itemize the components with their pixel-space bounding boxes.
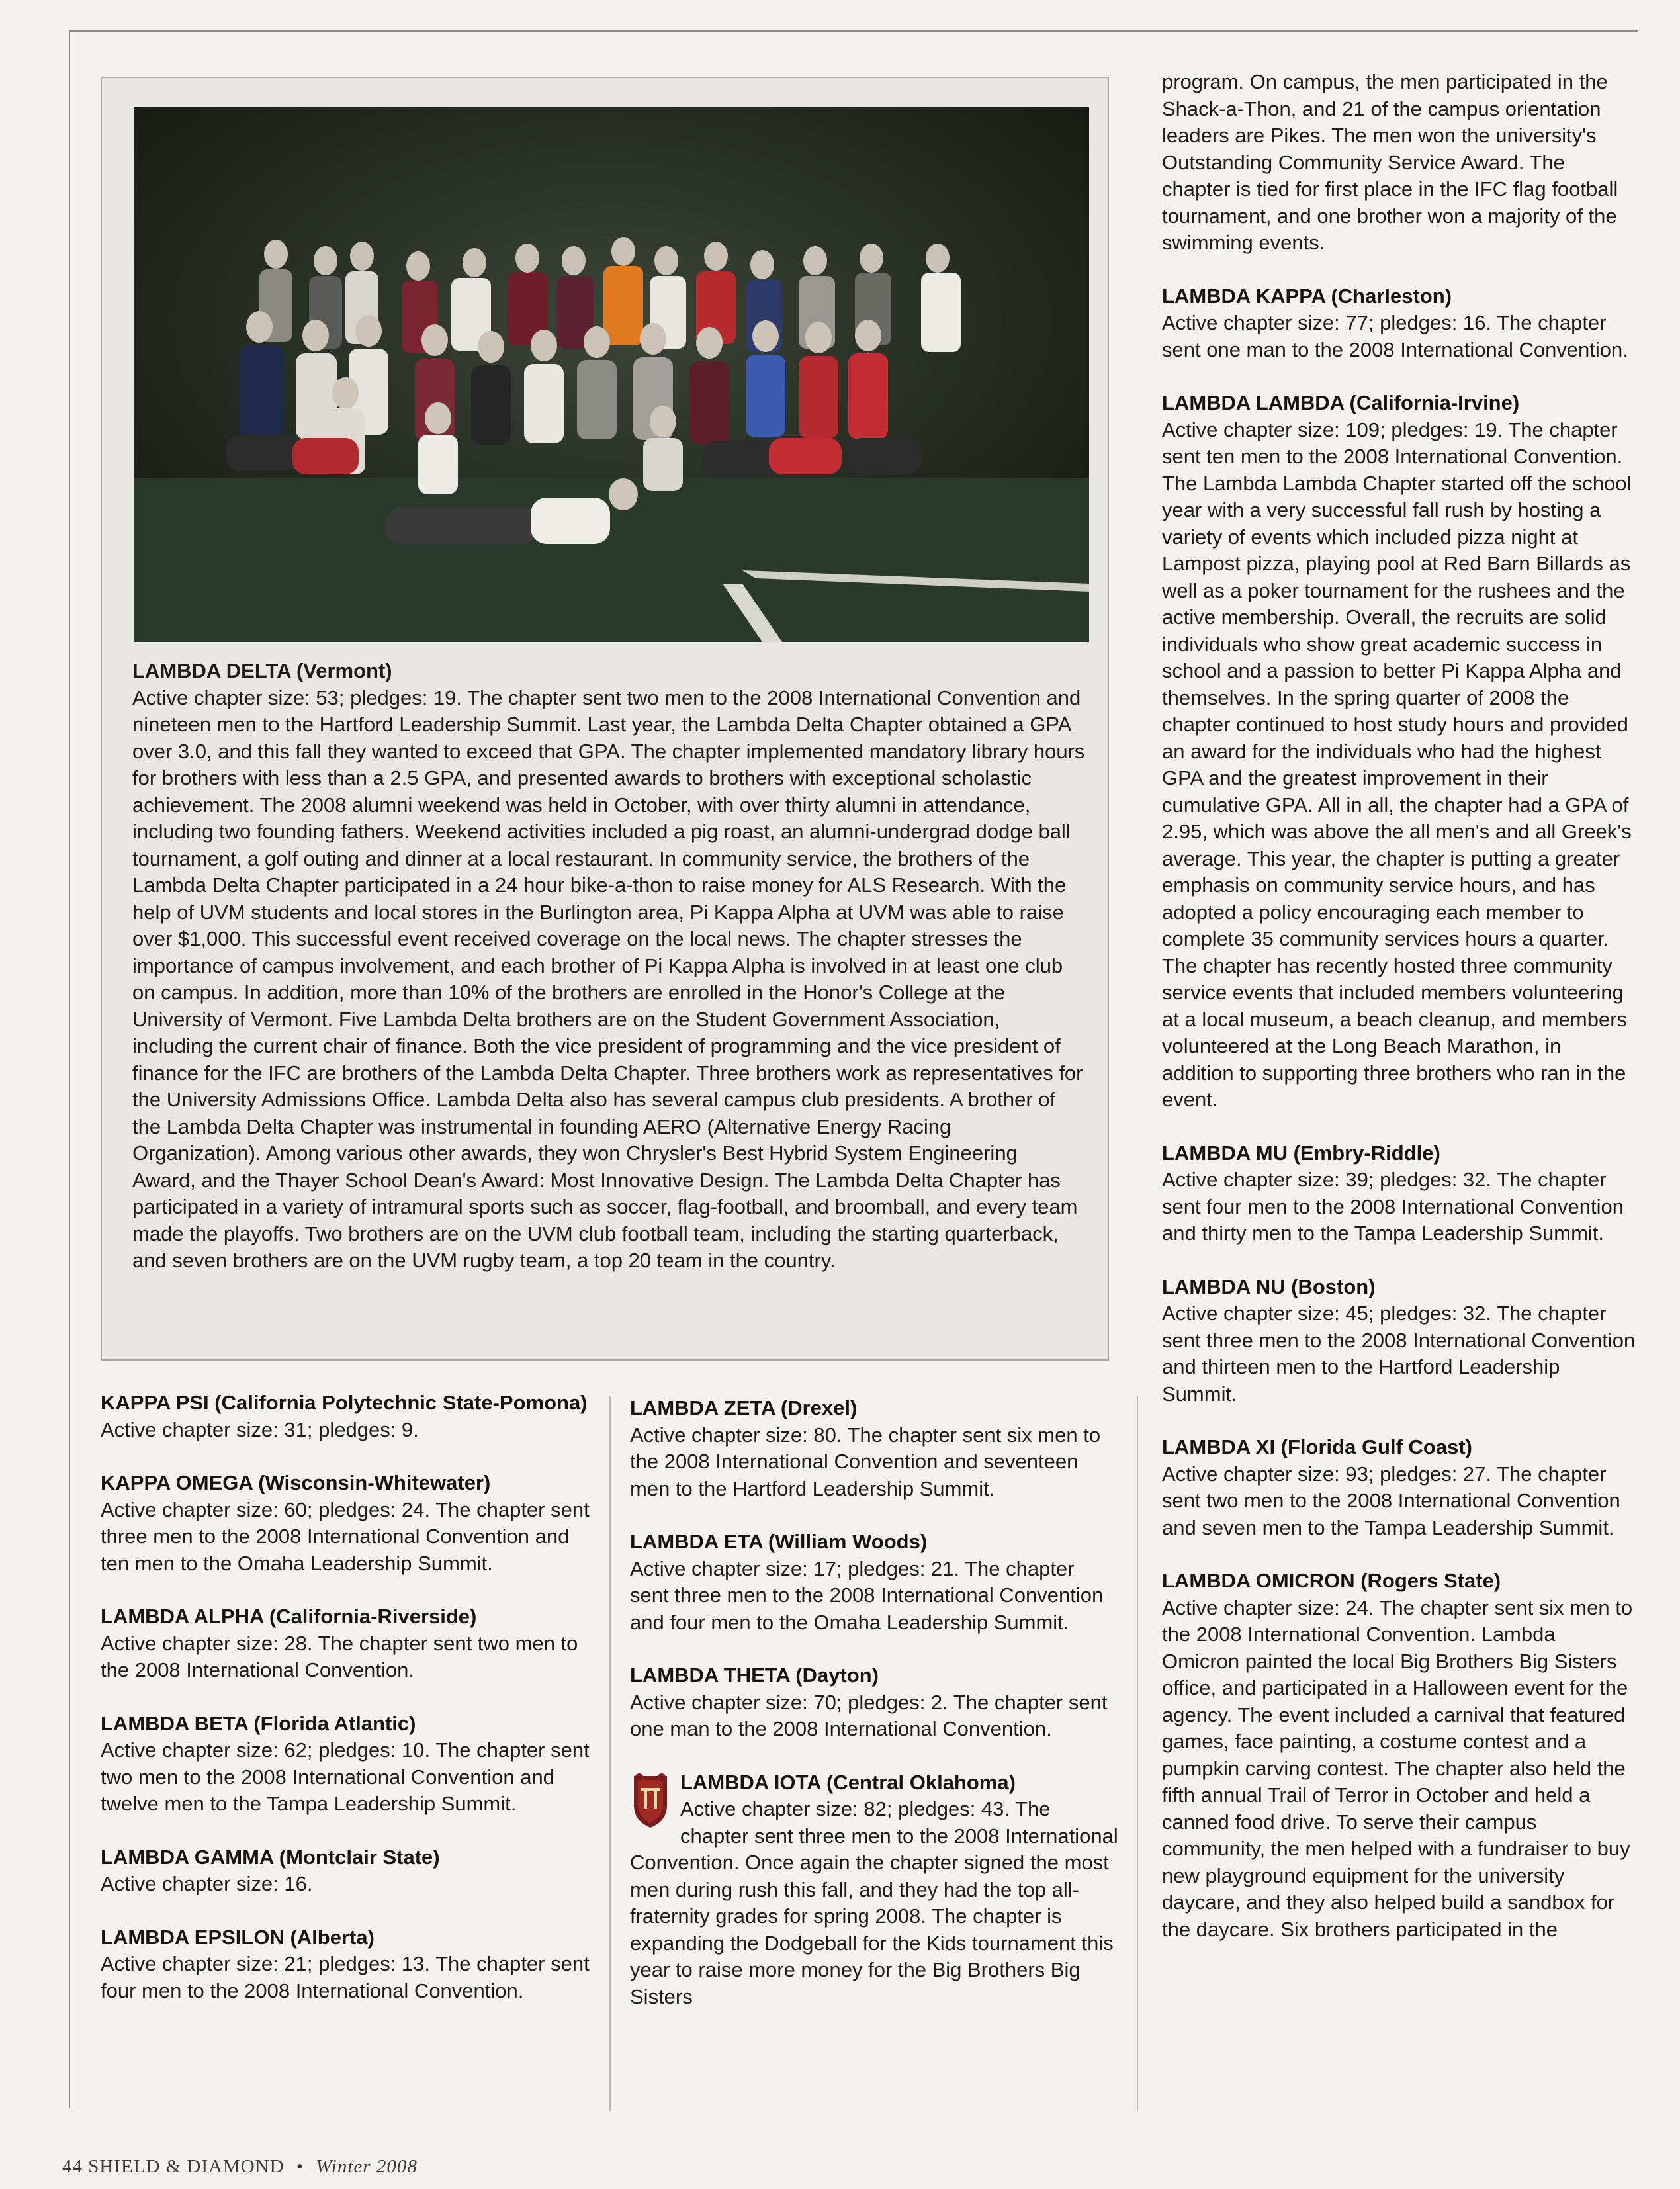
chapter-entry [101, 1603, 590, 1684]
chapter-entry [630, 1529, 1118, 1636]
chapter-body: Active chapter size: 39; pledges: 32. The chapter sent four men to the 2008 International Convention and thirty men to the Tampa Leadership Summit. [1162, 1168, 1624, 1245]
issue-label: Winter 2008 [316, 2156, 418, 2177]
chapter-body: Active chapter size: 17; pledges: 21. The chapter sent three men to the 2008 International Convention and four men to the Omaha Leadership Summit. [630, 1556, 1104, 1634]
top-rule [69, 30, 1638, 32]
chapter-heading: KAPPA PSI (California Polytechnic State-Pomona) [101, 1391, 588, 1414]
feature-body: Active chapter size: 53; pledges: 19. The chapter sent two men to the 2008 International Convention and nineteen men to the Hartford Leadership Summit. Last year, the Lambda Delta Chapter obtained a GPA over 3.0, and this fall they wanted to exceed that GPA. The chapter implemented mandatory library hours for brothers with less than a 2.5 GPA, and presented awards to brothers with exceptional scholastic achievement. The 2008 alumni weekend was held in October, with over thirty alumni in attendance, including two founding fathers. Weekend activities included a pig roast, an alumni-undergrad dodge ball tournament, a golf outing and dinner at a local restaurant. In community service, the brothers of the Lambda Delta Chapter participated in a 24 hour bike-a-thon to raise money for ALS Research. With the help of UVM students and local stores in the Burlington area, Pi Kappa Alpha at UVM was able to raise over $1,000. This successful event received coverage on the local news. The chapter stresses the importance of campus involvement, and each brother of Pi Kappa Alpha is involved in at least one club on campus. In addition, more than 10% of the brothers are enrolled in the Honor's College at the University of Vermont. Five Lambda Delta brothers are on the Student Government Association, including the current chair of finance. Both the vice president of programming and the vice president of finance for the IFC are brothers of the Lambda Delta Chapter. Three brothers work as representatives for the University Admissions Office. Lambda Delta also has several campus club presidents. A brother of the Lambda Delta Chapter was instrumental in founding AERO (Alternative Energy Racing Organization). Among various other awards, they won Chrysler's Best Hybrid System Engineering Award, and the Thayer School Dean's Award: Most Innovative Design. The Lambda Delta Chapter has participated in a variety of intramural sports such as soccer, flag-football, and broomball, and every team made the playoffs. Two brothers are on the UVM club football team, including the starting quarterback, and seven brothers are on the UVM rugby team, a top 20 team in the country. [132, 686, 1085, 1272]
chapter-heading: LAMBDA MU (Embry-Riddle) [1162, 1141, 1440, 1165]
chapter-entry [101, 1844, 590, 1898]
chapter-entry [1162, 1434, 1638, 1541]
chapter-entry [1162, 390, 1638, 1114]
chapter-body: Active chapter size: 70; pledges: 2. The chapter sent one man to the 2008 International Convention. [630, 1690, 1108, 1740]
feature-article [101, 77, 1109, 1361]
column-2 [630, 1395, 1118, 2037]
feature-article-text [132, 658, 1085, 1274]
chapter-entry [1162, 1140, 1638, 1247]
continued-text [1162, 69, 1638, 257]
chapter-entry-iota [630, 1769, 1118, 2011]
left-rule [69, 30, 70, 2108]
footer-separator: • [296, 2156, 304, 2177]
group-photo [134, 107, 1089, 642]
chapter-entry [1162, 283, 1638, 364]
chapter-body: Active chapter size: 60; pledges: 24. The chapter sent three men to the 2008 International Convention and ten men to the Omaha Leadership Summit. [101, 1497, 590, 1575]
chapter-entry [1162, 1274, 1638, 1408]
chapter-heading: LAMBDA XI (Florida Gulf Coast) [1162, 1435, 1472, 1458]
chapter-body: Active chapter size: 31; pledges: 9. [101, 1417, 419, 1441]
chapter-body: Active chapter size: 16. [101, 1872, 313, 1895]
page-number: 44 [62, 2156, 83, 2177]
chapter-entry [1162, 1568, 1638, 1943]
chapter-heading: LAMBDA NU (Boston) [1162, 1274, 1376, 1298]
chapter-entry [630, 1662, 1118, 1743]
chapter-heading: LAMBDA OMICRON (Rogers State) [1162, 1569, 1501, 1592]
chapter-body: Active chapter size: 109; pledges: 19. The chapter sent ten men to the 2008 International Convention. The Lambda Lambda Chapter started off the school year with a very successful fall rush by hosting a variety of events which included pizza night at Lampost pizza, playing pool at Red Barn Billards as well as a poker tournament for the rushees and the active membership. Overall, the recruits are solid individuals who show great academic success in school and a passion to better Pi Kappa Alpha and themselves. In the spring quarter of 2008 the chapter continued to host study hours and provided an award for the individuals who had the highest GPA and the greatest improvement in their cumulative GPA. All in all, the chapter had a GPA of 2.95, which was above the all men's and all Greek's average. This year, the chapter is putting a greater emphasis on community service hours, and has adopted a policy encouraging each member to complete 35 community services hours a quarter. The chapter has recently hosted three community service events that included members volunteering at a local museum, a beach cleanup, and members volunteered at the Long Beach Marathon, in addition to supporting three brothers who ran in the event. [1162, 418, 1632, 1111]
chapter-body: Active chapter size: 62; pledges: 10. The chapter sent two men to the 2008 International Convention and twelve men to the Tampa Leadership Summit. [101, 1738, 590, 1815]
chapter-heading: LAMBDA KAPPA (Charleston) [1162, 284, 1452, 308]
chapter-body: Active chapter size: 28. The chapter sent two men to the 2008 International Convention. [101, 1631, 578, 1681]
group-photo-icon [134, 107, 1089, 642]
page-footer [62, 2156, 418, 2178]
chapter-heading: KAPPA OMEGA (Wisconsin-Whitewater) [101, 1471, 491, 1494]
pi-kappa-alpha-crest-icon [630, 1772, 671, 1829]
chapter-body: Active chapter size: 77; pledges: 16. The chapter sent one man to the 2008 International Convention. [1162, 311, 1628, 361]
chapter-entry [101, 1924, 590, 2005]
chapter-body: Active chapter size: 82; pledges: 43. The chapter sent three men to the 2008 International Convention. Once again the chapter signed the most men during rush this fall, and they had the top all-fraternity grades for spring 2008. The chapter is expanding the Dodgeball for the Kids tournament this year to raise more money for the Big Brothers Big Sisters [630, 1797, 1118, 2008]
chapter-heading: LAMBDA IOTA (Central Oklahoma) [680, 1770, 1016, 1794]
column-rule-1 [609, 1396, 611, 2111]
chapter-body-continued: program. On campus, the men participated in the Shack-a-Thon, and 21 of the campus orientation leaders are Pikes. The men won the university's Outstanding Community Service Award. The chapter is tied for first place in the IFC flag football tournament, and one brother won a majority of the swimming events. [1162, 70, 1618, 254]
chapter-heading: LAMBDA BETA (Florida Atlantic) [101, 1711, 416, 1735]
chapter-entry [101, 1390, 590, 1443]
chapter-body: Active chapter size: 21; pledges: 13. The chapter sent four men to the 2008 International Convention. [101, 1952, 590, 2002]
chapter-heading: LAMBDA THETA (Dayton) [630, 1664, 879, 1687]
chapter-heading: LAMBDA GAMMA (Montclair State) [101, 1845, 440, 1869]
chapter-heading: LAMBDA ZETA (Drexel) [630, 1396, 858, 1419]
column-1 [101, 1390, 590, 2031]
magazine-title: SHIELD & DIAMOND [88, 2156, 285, 2177]
chapter-body: Active chapter size: 93; pledges: 27. The chapter sent two men to the 2008 International Convention and seven men to the Tampa Leadership Summit. [1162, 1462, 1620, 1539]
chapter-heading: LAMBDA ALPHA (California-Riverside) [101, 1605, 477, 1628]
chapter-heading: LAMBDA EPSILON (Alberta) [101, 1925, 375, 1949]
chapter-entry [101, 1470, 590, 1577]
chapter-entry [101, 1711, 590, 1818]
column-rule-2 [1137, 1396, 1138, 2111]
chapter-body: Active chapter size: 80. The chapter sent six men to the 2008 International Convention and seventeen men to the Hartford Leadership Summit. [630, 1423, 1101, 1500]
feature-heading: LAMBDA DELTA (Vermont) [132, 659, 392, 682]
chapter-entry [630, 1395, 1118, 1502]
chapter-heading: LAMBDA ETA (William Woods) [630, 1530, 928, 1553]
chapter-body: Active chapter size: 24. The chapter sent six men to the 2008 International Convention. Lambda Omicron painted the local Big Brothers Big Sisters office, and participated in a Halloween event for the agency. The event included a carnival that featured games, face painting, a costume contest and a pumpkin carving contest. The chapter also held the fifth annual Trail of Terror in October and held a canned food drive. To serve their campus community, the men helped with a fundraiser to buy new playground equipment for the university daycare, and they also helped build a sandbox for the daycare. Six brothers participated in the [1162, 1595, 1633, 1941]
chapter-body: Active chapter size: 45; pledges: 32. The chapter sent three men to the 2008 International Convention and thirteen men to the Hartford Leadership Summit. [1162, 1302, 1636, 1406]
chapter-heading: LAMBDA LAMBDA (California-Irvine) [1162, 391, 1520, 414]
column-3 [1162, 69, 1638, 1969]
